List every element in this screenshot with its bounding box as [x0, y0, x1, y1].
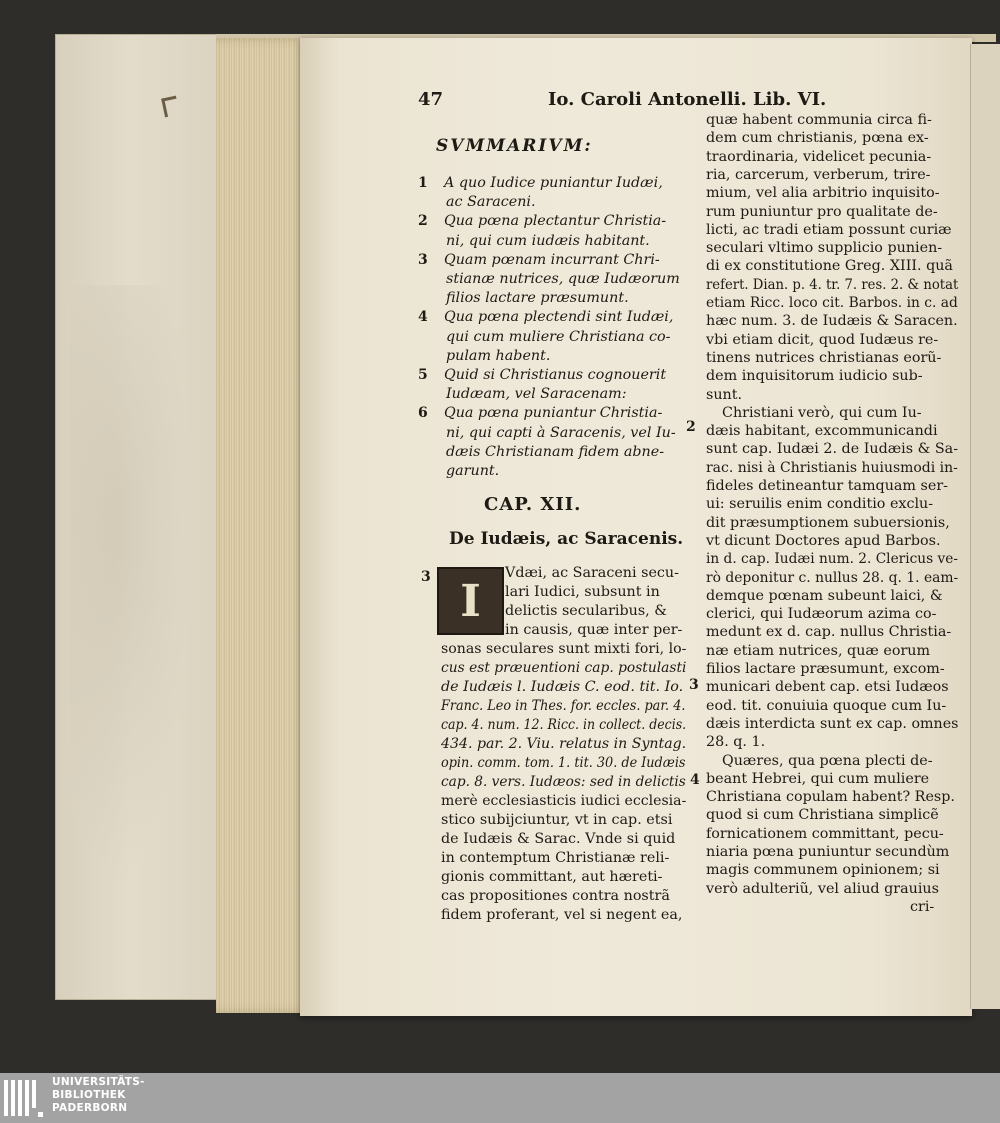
body-line: licti, ac tradi etiam possunt curiæ: [706, 221, 952, 238]
body-line: sonas seculares sunt mixti fori, lo-: [441, 641, 687, 657]
body-line: Vdæi, ac Saraceni secu-: [505, 565, 679, 581]
body-line: ui: seruilis enim conditio exclu-: [706, 496, 934, 513]
summary-item-line: Qua pœna puniantur Christia-: [444, 405, 663, 422]
body-line: dem inquisitorum iudicio sub-: [706, 368, 923, 385]
body-line: beant Hebrei, qui cum muliere: [706, 770, 930, 787]
body-line: rò deponitur c. nullus 28. q. 1. eam-: [706, 569, 959, 586]
summary-item-line: garunt.: [446, 463, 500, 479]
body-line: cap. 4. num. 12. Ricc. in collect. decis.: [441, 717, 687, 733]
body-line: Franc. Leo in Thes. for. eccles. par. 4.: [441, 698, 686, 714]
body-line: tinens nutrices christianas eorũ-: [706, 349, 942, 366]
body-line: dæis interdicta sunt ex cap. omnes: [706, 715, 959, 732]
body-line: cap. 8. vers. Iudæos: sed in delictis: [441, 774, 686, 790]
summary-item-line: ni, qui cum iudæis habitant.: [446, 232, 650, 249]
body-line: opin. comm. tom. 1. tit. 30. de Iudæis: [441, 755, 686, 771]
margin-number: 2: [686, 419, 696, 435]
page-edges: [216, 38, 312, 1013]
body-line: in d. cap. Iudæi num. 2. Clericus ve-: [706, 551, 958, 568]
summary-item-line: Qua pœna plectendi sint Iudæi,: [444, 309, 674, 326]
body-line: gionis committant, aut hæreti-: [441, 869, 663, 885]
body-line: hæc num. 3. de Iudæis & Saracen.: [706, 313, 958, 330]
summary-item-line: Iudæam, vel Saracenam:: [446, 386, 627, 403]
body-line: demque pœnam subeunt laici, &: [706, 587, 943, 604]
library-name-line1: UNIVERSITÄTS-: [52, 1076, 145, 1088]
body-line: Christiana copulam habent? Resp.: [706, 789, 955, 806]
body-line: quod si cum Christiana simplicẽ: [706, 807, 939, 824]
body-line: fidem proferant, vel si negent ea,: [441, 907, 683, 923]
body-line: merè ecclesiasticis iudici ecclesia-: [441, 793, 687, 809]
body-line: rum puniuntur pro qualitate de-: [706, 203, 938, 220]
body-line: vbi etiam dicit, quod Iudæus re-: [706, 331, 939, 348]
running-title: Io. Caroli Antonelli. Lib. VI.: [548, 89, 827, 110]
page-number: 47: [418, 89, 444, 110]
body-line: fideles detineantur tamquam ser-: [706, 478, 948, 494]
body-line: niaria pœna puniuntur secundùm: [706, 844, 950, 860]
summary-item-line: filios lactare præsumunt.: [446, 290, 629, 307]
body-line: dit præsumptionem subuersionis,: [706, 514, 950, 531]
body-line: in contemptum Christianæ reli-: [441, 850, 670, 866]
summary-item-number: 1: [418, 175, 428, 191]
body-line: fornicationem committant, pecu-: [706, 825, 944, 842]
body-line: næ etiam nutrices, quæ eorum: [706, 642, 931, 659]
body-line: 434. par. 2. Viu. relatus in Syntag.: [441, 736, 687, 752]
body-line: dæis habitant, excommunicandi: [706, 423, 938, 440]
body-line: magis communem opinionem; si: [706, 862, 940, 879]
summary-title: SVMMARIVM:: [436, 136, 593, 156]
summary-item-line: Qua pœna plectantur Christia-: [444, 213, 667, 230]
body-line: mium, vel alia arbitrio inquisito-: [706, 185, 940, 202]
summary-item-line: pulam habent.: [446, 347, 551, 364]
body-line: 28. q. 1.: [706, 734, 766, 751]
summary-item-number: 4: [418, 309, 428, 326]
margin-number: 3: [421, 569, 431, 585]
body-line: quæ habent communia circa fi-: [706, 112, 932, 128]
body-line: sunt cap. Iudæi 2. de Iudæis & Sa-: [706, 441, 959, 458]
body-line: medunt ex d. cap. nullus Christia-: [706, 624, 952, 641]
body-line: cas propositiones contra nostrã: [441, 888, 670, 904]
body-line: in causis, quæ inter per-: [505, 622, 683, 638]
summary-item-line: stianæ nutrices, quæ Iudæorum: [446, 271, 680, 287]
body-line: refert. Dian. p. 4. tr. 7. res. 2. & notat: [706, 276, 959, 293]
body-line: stico subijciuntur, vt in cap. etsi: [441, 812, 673, 828]
body-line: cri-: [910, 898, 935, 915]
body-line: filios lactare præsumunt, excom-: [706, 661, 945, 677]
body-line: sunt.: [706, 386, 743, 403]
summary-item-number: 3: [418, 251, 428, 268]
margin-number: 4: [690, 772, 700, 788]
body-line: dem cum christianis, pœna ex-: [706, 130, 929, 147]
summary-item-line: qui cum muliere Christiana co-: [446, 328, 671, 345]
ink-mark: [161, 96, 180, 118]
body-line: vt dicunt Doctores apud Barbos.: [706, 532, 941, 549]
body-line: di ex constitutione Greg. XIII. quã: [706, 258, 953, 275]
body-line: municari debent cap. etsi Iudæos: [706, 679, 949, 696]
summary-item-line: ni, qui capti à Saracenis, vel Iu-: [446, 424, 676, 441]
body-line: traordinaria, videlicet pecunia-: [706, 148, 932, 165]
body-line: etiam Ricc. loco cit. Barbos. in c. ad: [706, 295, 958, 311]
body-line: cus est præuentioni cap. postulasti: [441, 660, 687, 676]
library-footer-bar: [0, 1073, 1000, 1123]
body-line: Christiani verò, qui cum Iu-: [722, 404, 922, 421]
summary-item-line: ac Saraceni.: [446, 194, 536, 211]
facing-page-edge: [970, 44, 1000, 1009]
chapter-number: CAP. XII.: [484, 494, 582, 515]
body-line: ria, carcerum, verberum, trire-: [706, 166, 931, 183]
summary-item-number: 6: [418, 405, 428, 422]
chapter-title: De Iudæis, ac Saracenis.: [449, 529, 684, 549]
margin-number: 3: [689, 677, 699, 693]
body-line: delictis secularibus, &: [505, 603, 667, 619]
body-line: de Iudæis & Sarac. Vnde si quid: [441, 831, 676, 847]
body-line: Quæres, qua pœna plecti de-: [722, 752, 933, 769]
summary-item-line: Quam pœnam incurrant Chri-: [444, 251, 660, 268]
library-name-line2: BIBLIOTHEK: [52, 1089, 126, 1101]
decorated-initial: [437, 567, 504, 635]
initial-letter: I: [460, 575, 481, 627]
summary-item-line: A quo Iudice puniantur Iudæi,: [444, 175, 663, 191]
body-line: clerici, qui Iudæorum azima co-: [706, 606, 937, 623]
body-line: seculari vltimo supplicio punien-: [706, 240, 943, 257]
body-line: lari Iudici, subsunt in: [505, 584, 660, 600]
library-logo-icon: [2, 1076, 46, 1120]
body-line: verò adulteriũ, vel aliud grauius: [706, 880, 939, 897]
summary-item-line: Quid si Christianus cognouerit: [444, 367, 667, 383]
body-line: eod. tit. conuiuia quoque cum Iu-: [706, 697, 947, 714]
summary-item-line: dæis Christianam fidem abne-: [446, 443, 665, 460]
body-line: de Iudæis l. Iudæis C. eod. tit. Io.: [441, 679, 684, 695]
library-name-line3: PADERBORN: [52, 1102, 128, 1114]
body-line: rac. nisi à Christianis huiusmodi in-: [706, 459, 958, 476]
summary-item-number: 5: [418, 367, 428, 383]
summary-item-number: 2: [418, 213, 428, 230]
